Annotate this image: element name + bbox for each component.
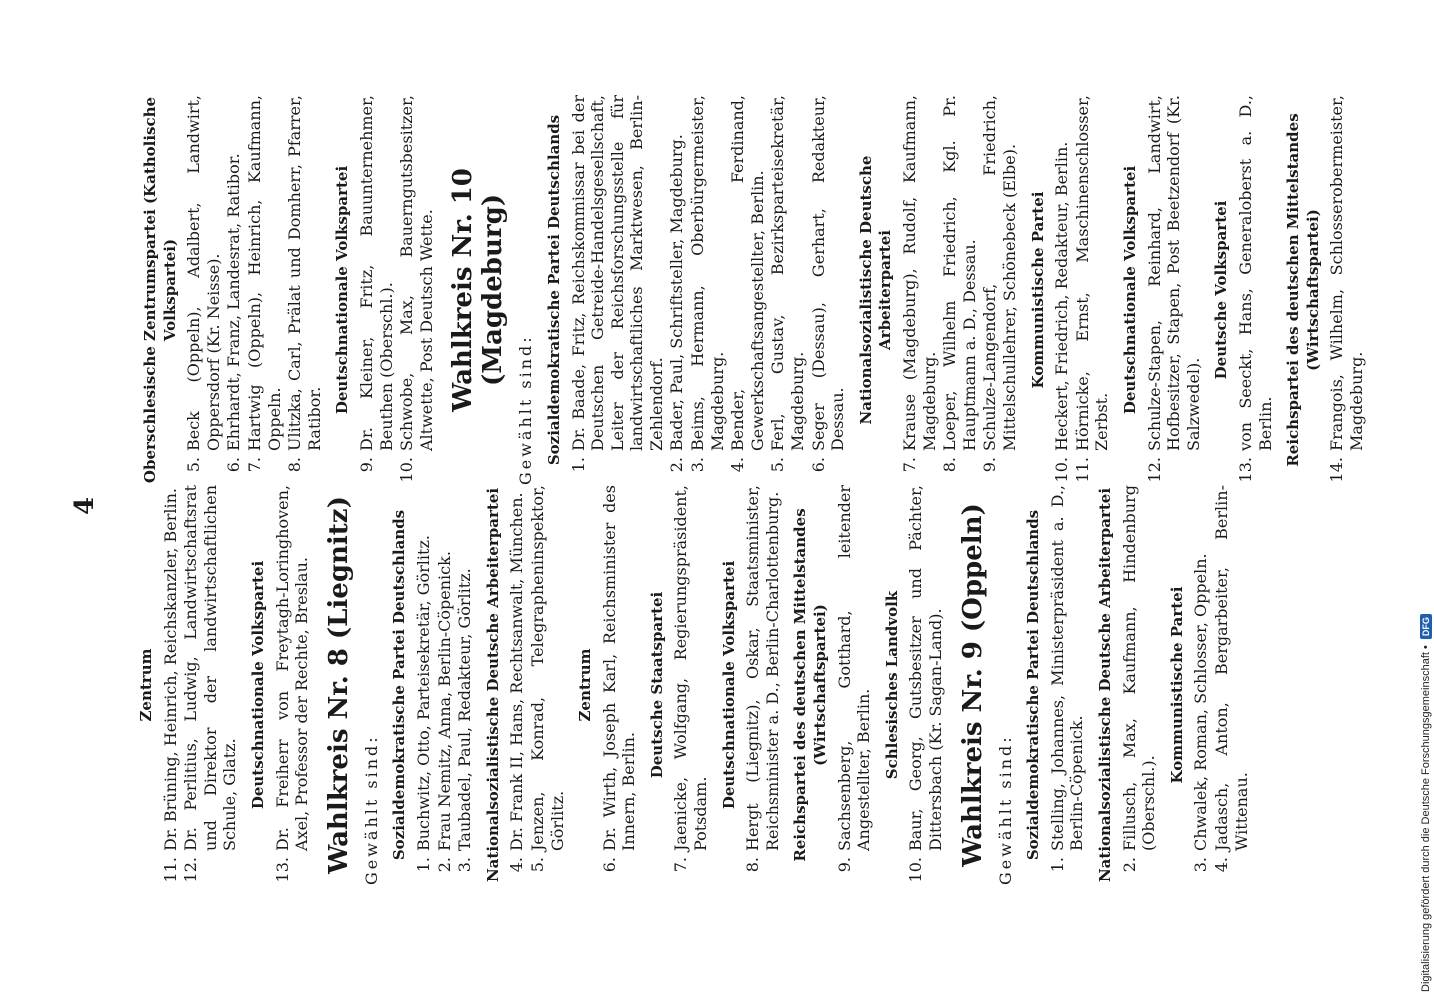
party-heading: Oberschlesische Zentrumspartei (Katholische Volkspartei) [141,96,179,484]
entry-text: Schulze-Stapen, Reinhard, Landwirt, Hofbesitzer, Stapen, Post Beetzendorf (Kr. Salzwedel). [1144,95,1203,451]
entry-number: 14. [1327,457,1347,483]
party-heading: Kommunistische Partei [1167,586,1186,784]
candidate-entry [273,485,312,885]
gewaehlt-label: Gewählt sind: [995,734,1015,885]
candidate-entry [1212,485,1251,885]
entry-text: Stelling, Johannes, Ministerpräsident a. D., Berlin-Cöpenick. [1047,485,1087,851]
entry-number: 11. [1072,457,1092,483]
candidate-entry [940,95,979,485]
credit-text: Digitalisierung gefördert durch die Deutsche Forschungsgemeinschaft • [1420,645,1432,992]
entry-number: 6. [224,457,244,473]
entry-number: 3. [455,857,475,873]
candidate-entry [906,485,945,885]
party-heading: Reichspartei des deutschen Mittelstandes (Wirtschaftspartei) [1284,113,1322,467]
entry-number: 12. [1144,457,1164,483]
party-heading: Deutsche Volkspartei [1212,200,1231,380]
right-column [132,95,1367,485]
candidate-entry [285,95,324,485]
party-heading: Schlesisches Landvolk [882,590,901,780]
candidate-entry [435,485,455,885]
entry-number: 1. [413,857,433,873]
candidate-entry [1236,95,1275,485]
entry-text: Loeper, Wilhelm Friedrich, Kgl. Pr. Hauptmann a. D., Dessau. [940,95,979,451]
candidate-entry [743,485,782,885]
candidate-entry [671,485,710,885]
candidate-entry [161,485,181,885]
entry-text: Ehrhardt, Franz, Landesrat, Ratibor. [224,153,244,451]
entry-number: 5. [768,457,788,473]
entry-number: 4. [1211,857,1231,873]
party-heading: Kommunistische Partei [1028,191,1047,389]
entry-number: 10. [906,857,926,883]
entry-number: 7. [900,457,919,473]
entry-number: 7. [244,457,264,473]
digitization-credit [1420,614,1432,992]
candidate-entry [809,95,848,485]
candidate-entry [768,95,807,485]
candidate-entry [245,95,284,485]
entry-number: 11. [160,857,180,883]
entry-text: von Seeckt, Hans, Generaloberst a. D., Berlin. [1235,95,1275,451]
entry-text: Beck (Oppeln), Adalbert, Landwirt, Oppersdorf (Kr. Neisse). [184,95,223,451]
candidate-entry [900,95,939,485]
entry-text: Chwalek, Roman, Schlosser, Oppeln. [1191,553,1211,851]
dfg-logo: DFG [1420,614,1432,639]
party-heading: Sozialdemokratische Partei Deutschlands [544,114,563,466]
candidate-entry [600,485,639,885]
candidate-entry [1048,485,1087,885]
candidate-entry [688,95,727,485]
entry-number: 1. [568,457,588,473]
entry-number: 1. [1047,857,1067,873]
entry-text: Dr. Frank II, Hans, Rechtsanwalt, München. [507,492,527,851]
entry-text: Jadasch, Anton, Bergarbeiter, Berlin-Wittenau. [1211,485,1251,851]
entry-text: Bader, Paul, Schriftsteller, Magdeburg. [667,134,687,451]
party-heading: Deutschnationale Volkspartei [719,560,738,810]
entry-number: 7. [671,857,691,873]
candidate-entry [507,485,527,885]
candidate-entry [835,485,874,885]
entry-text: Ulitzka, Carl, Prälat und Domherr, Pfarrer, Ratibor. [285,95,324,451]
entry-number: 9. [834,857,854,873]
entry-number: 10. [1052,457,1072,483]
candidate-entry [1327,95,1366,485]
entry-text: Fillusch, Max, Kaufmann, Hindenburg (Oberschl.). [1119,485,1159,851]
party-heading: Zentrum [576,648,595,722]
entry-text: Jaenicke, Wolfgang, Regierungspräsident, Potsdam. [671,485,711,851]
entry-number: 13. [272,857,292,883]
entry-text: Dr. Perlitius, Ludwig, Landwirtschaftsrat und Direktor der landwirtschaftlichen Schule, Glatz. [181,485,240,851]
entry-text: Sachsenberg, Gotthard, leitender Angestellter, Berlin. [834,485,874,851]
entry-text: Dr. Freiherr von Freytagh-Loringhoven, Axel, Professor der Rechte, Breslau. [272,485,312,851]
entry-text: Frangois, Wilhelm, Schlosserobermeister, Magdeburg. [1327,95,1366,451]
party-heading: Deutschnationale Volkspartei [1120,165,1139,415]
entry-text: Frau Nemitz, Anna, Berlin-Cöpenick. [434,551,454,851]
entry-text: Dr. Baade, Fritz, Reichskommissar bei der Deutschen Getreide-Handelsgesellschaft, Leiter der Reichsforschungsstelle für landwirtschaftliches Marktwesen, Berlin-Zehlendorf. [568,95,666,451]
entry-text: Seger (Dessau), Gerhart, Redakteur, Dessau. [808,95,848,451]
candidate-entry [184,95,223,485]
entry-number: 6. [808,457,828,473]
entry-text: Hergt (Liegnitz), Oskar, Staatsminister, Reichsminister a. D., Berlin-Charlottenburg. [743,485,782,851]
entry-text: Bender, Ferdinand, Gewerkschaftsangestellter, Berlin. [728,95,767,451]
entry-text: Hartwig (Oppeln), Heinrich, Kaufmann, Oppeln. [244,95,284,451]
entry-number: 2. [667,457,687,473]
candidate-entry [455,485,475,885]
entry-text: Baur, Georg, Gutsbesitzer und Pächter, Dittersbach (Kr. Sagan-Land). [906,485,945,851]
gewaehlt-label: Gewählt sind: [516,334,536,485]
party-heading: Nationalsozialistische Deutsche Arbeiterpartei [1095,487,1114,883]
candidate-entry [181,485,240,885]
candidate-entry [357,95,396,485]
candidate-entry [1073,95,1112,485]
entry-text: Schulze-Langendorf, Friedrich, Mittelschullehrer, Schönebeck (Elbe). [980,95,1019,451]
candidate-entry [667,95,687,485]
entry-text: Hörnicke, Ernst, Maschinenschlosser, Zerbst. [1072,95,1112,451]
candidate-entry [414,485,434,885]
party-heading: Nationalsozialistische Deutsche Arbeiterpartei [483,487,502,883]
candidate-entry [528,485,567,885]
party-heading: Reichspartei des deutschen Mittelstandes (Wirtschaftspartei) [791,508,830,862]
entry-number: 12. [181,857,201,883]
party-heading: Deutsche Staatspartei [647,591,666,779]
entry-number: 13. [1235,457,1255,483]
entry-text: Krause (Magdeburg), Rudolf, Kaufmann, Magdeburg. [900,95,939,451]
entry-text: Buchwitz, Otto, Parteisekretär, Görlitz. [413,535,433,851]
entry-text: Taubadel, Paul, Redakteur, Görlitz. [455,568,475,851]
candidate-entry [980,95,1019,485]
candidate-entry [224,95,244,485]
party-heading: Deutschnationale Volkspartei [333,165,352,415]
entry-number: 4. [728,457,748,473]
entry-number: 4. [507,857,527,873]
entry-number: 5. [527,857,547,873]
entry-number: 5. [184,457,204,473]
party-heading: Deutschnationale Volkspartei [248,560,267,810]
entry-text: Dr. Brüning, Heinrich, Reichskanzler, Berlin. [160,487,180,851]
entry-number: 8. [940,457,960,473]
party-heading: Sozialdemokratische Partei Deutschlands [1024,509,1043,861]
entry-text: Schwobe, Max, Bauerngutsbesitzer, Altwette, Post Deutsch Wette. [397,95,436,451]
entry-number: 2. [434,857,454,873]
candidate-entry [1191,485,1211,885]
entry-number: 10. [397,457,417,483]
entry-number: 2. [1119,857,1139,873]
entry-text: Beims, Hermann, Oberbürgermeister, Magdeburg. [688,95,727,451]
entry-number: 8. [743,857,763,873]
entry-text: Ferl, Gustav, Bezirksparteisekretär, Magdeburg. [768,95,808,451]
wahlkreis-heading: Wahlkreis Nr. 10 (Magdeburg) [448,168,509,412]
entry-text: Dr. Kleiner, Fritz, Bauunternehmer, Beuthen (Oberschl.). [356,95,396,451]
entry-number: 8. [285,457,305,473]
left-column [128,485,1252,885]
entry-text: Heckert, Friedrich, Redakteur, Berlin. [1052,141,1072,451]
candidate-entry [397,95,436,485]
candidate-entry [1120,485,1159,885]
entry-number: 3. [1191,857,1211,873]
gewaehlt-label: Gewählt sind: [361,734,381,885]
candidate-entry [569,95,667,485]
candidate-entry [728,95,767,485]
party-heading: Zentrum [137,648,155,722]
entry-number: 3. [688,457,708,473]
entry-number: 9. [356,457,376,473]
page-number: 4 [70,496,100,515]
entry-text: Dr. Wirth, Joseph Karl, Reichsminister des Innern, Berlin. [599,485,639,851]
party-heading: Sozialdemokratische Partei Deutschlands [390,509,409,861]
entry-number: 9. [980,457,1000,473]
wahlkreis-heading: Wahlkreis Nr. 9 (Oppeln) [957,503,988,867]
candidate-entry [1052,95,1072,485]
entry-text: Jenzen, Konrad, Telegrapheninspektor, Görlitz. [527,485,567,851]
party-heading: Nationalsozialistische Deutsche Arbeiterpartei [856,155,895,425]
candidate-entry [1145,95,1204,485]
wahlkreis-heading: Wahlkreis Nr. 8 (Liegnitz) [323,496,354,874]
entry-number: 6. [599,857,619,873]
